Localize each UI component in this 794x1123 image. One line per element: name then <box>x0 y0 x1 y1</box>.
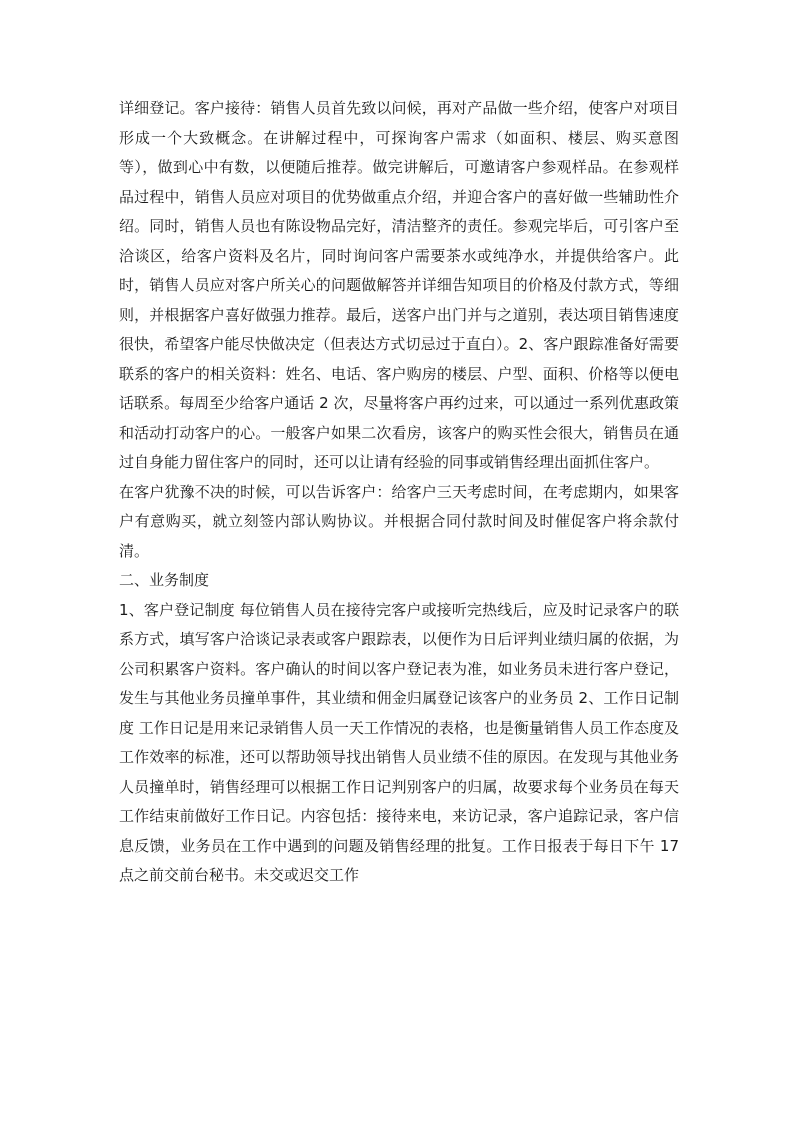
paragraph-registration-and-worklog: 1、客户登记制度 每位销售人员在接待完客户或接听完热线后，应及时记录客户的联系方式，填写客户洽谈记录表或客户跟踪表，以便作为日后评判业绩归属的依据，为公司积累客户资料。客户确认的时间以客户登记表为准，如业务员未进行客户登记，发生与其他业务员撞单事件，其业绩和佣金归属登记该客户的业务员 2、工作日记制度 工作日记是用来记录销售人员一天工作情况的表格，也是衡量销售人员工作态度及工作效率的标准，还可以帮助领导找出销售人员业绩不佳的原因。在发现与其他业务人员撞单时，销售经理可以根据工作日记判别客户的归属，故要求每个业务员在每天工作结束前做好工作日记。内容包括：接待来电，来访记录，客户追踪记录，客户信息反馈，业务员在工作中遇到的问题及销售经理的批复。工作日报表于每日下午 17 点之前交前台秘书。未交或迟交工作 <box>119 600 679 884</box>
paragraph-customer-reception: 详细登记。客户接待：销售人员首先致以问候，再对产品做一些介绍，使客户对项目形成一个大致概念。在讲解过程中，可探询客户需求（如面积、楼层、购买意图等），做到心中有数，以便随后推荐。做完讲解后，可邀请客户参观样品。在参观样品过程中，销售人员应对项目的优势做重点介绍，并迎合客户的喜好做一些辅助性介绍。同时，销售人员也有陈设物品完好，清洁整齐的责任。参观完毕后，可引客户至洽谈区，给客户资料及名片，同时询问客户需要茶水或纯净水，并提供给客户。此时，销售人员应对客户所关心的问题做解答并详细告知项目的价格及付款方式，等细则，并根据客户喜好做强力推荐。最后，送客户出门并与之道别，表达项目销售速度很快，希望客户能尽快做决定（但表达方式切忌过于直白）。2、客户跟踪准备好需要联系的客户的相关资料：姓名、电话、客户购房的楼层、户型、面积、价格等以便电话联系。每周至少给客户通话 2 次，尽量将客户再约过来，可以通过一系列优惠政策和活动打动客户的心。一般客户如果二次看房，该客户的购买性会很大，销售员在通过自身能力留住客户的同时，还可以让请有经验的同事或销售经理出面抓住客户。 <box>119 99 679 471</box>
paragraph-hesitant-customer: 在客户犹豫不决的时候，可以告诉客户：给客户三天考虑时间，在考虑期内，如果客户有意购买，就立刻签内部认购协议。并根据合同付款时间及时催促客户将余款付清。 <box>119 482 679 560</box>
document-page <box>119 94 679 891</box>
section-heading-business-system: 二、业务制度 <box>119 571 210 589</box>
